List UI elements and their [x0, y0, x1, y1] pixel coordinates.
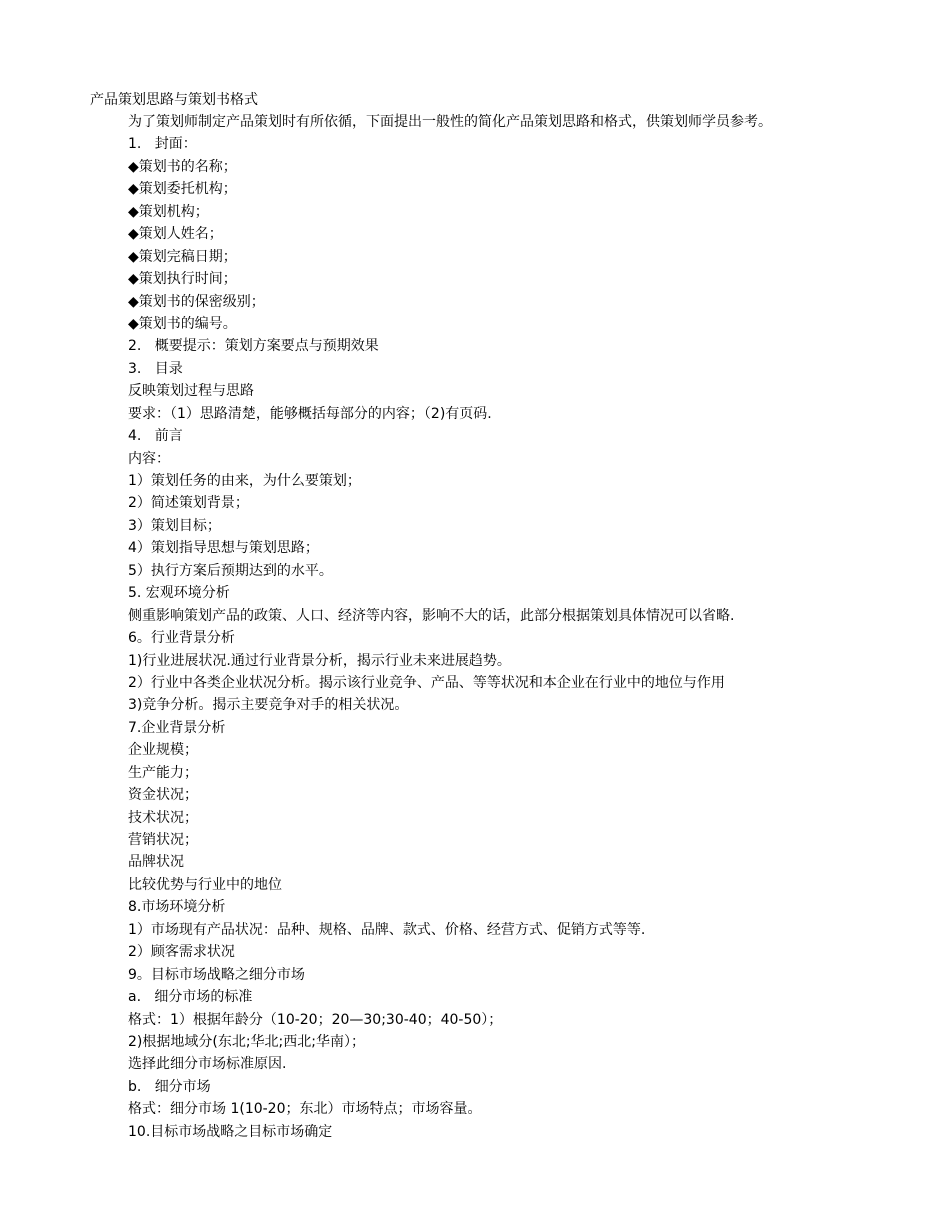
- text-line: ◆策划人姓名；: [128, 226, 223, 243]
- text-line: 2)根据地域分(东北;华北;西北;华南）；: [128, 1033, 365, 1050]
- text-line: 3)竞争分析。揭示主要竞争对手的相关状况。: [128, 697, 409, 714]
- text-line: 2. 概要提示：策划方案要点与预期效果: [128, 338, 379, 355]
- document-body: [128, 111, 928, 1143]
- text-line: 6。行业背景分析: [128, 630, 235, 647]
- text-line: 品牌状况: [128, 854, 184, 871]
- text-line: 2）行业中各类企业状况分析。揭示该行业竞争、产品、等等状况和本企业在行业中的地位与作用: [128, 674, 725, 691]
- text-line: ◆策划书的名称；: [128, 158, 237, 175]
- text-line: 10.目标市场战略之目标市场确定: [128, 1123, 333, 1140]
- text-line: 侧重影响策划产品的政策、人口、经济等内容，影响不大的话，此部分根据策划具体情况可以省略.: [128, 607, 735, 624]
- text-line: 格式：细分市场 1(10-20；东北）市场特点；市场容量。: [128, 1101, 482, 1118]
- text-line: 3. 目录: [128, 360, 183, 377]
- text-line: 1）市场现有产品状况：品种、规格、品牌、款式、价格、经营方式、促销方式等等.: [128, 921, 646, 938]
- text-line: 为了策划师制定产品策划时有所依循，下面提出一般性的简化产品策划思路和格式，供策划师学员参考。: [128, 114, 772, 130]
- text-line: 1)行业进展状况.通过行业背景分析，揭示行业未来进展趋势。: [128, 652, 511, 669]
- text-line: 1. 封面：: [128, 136, 197, 153]
- text-line: 9。目标市场战略之细分市场: [128, 966, 305, 983]
- text-line: 8.市场环境分析: [128, 899, 226, 916]
- text-line: 7.企业背景分析: [128, 719, 226, 736]
- text-line: 技术状况；: [128, 809, 198, 826]
- text-line: 内容：: [128, 450, 170, 467]
- text-line: 生产能力；: [128, 764, 198, 781]
- text-line: 反映策划过程与思路: [128, 383, 254, 400]
- text-line: 2）顾客需求状况: [128, 944, 235, 961]
- text-line: 5）执行方案后预期达到的水平。: [128, 562, 333, 579]
- text-line: 比较优势与行业中的地位: [128, 876, 282, 893]
- text-line: ◆策划委托机构；: [128, 181, 237, 198]
- text-line: 资金状况；: [128, 787, 198, 804]
- text-line: 格式：1）根据年龄分（10-20；20—30;30-40；40-50）；: [128, 1011, 503, 1028]
- text-line: ◆策划完稿日期；: [128, 248, 237, 265]
- text-line: 2）简述策划背景；: [128, 495, 249, 512]
- text-line: 4）策划指导思想与策划思路；: [128, 540, 319, 557]
- text-line: 企业规模；: [128, 742, 198, 759]
- text-line: ◆策划书的编号。: [128, 315, 237, 332]
- text-line: 选择此细分市场标准原因.: [128, 1056, 287, 1073]
- text-line: 1）策划任务的由来，为什么要策划；: [128, 473, 361, 489]
- text-line: 4. 前言: [128, 428, 183, 445]
- text-line: ◆策划执行时间；: [128, 271, 237, 288]
- text-line: 营销状况；: [128, 832, 198, 848]
- text-line: 要求：（1）思路清楚，能够概括每部分的内容；（2)有页码.: [128, 405, 492, 422]
- text-line: ◆策划书的保密级别；: [128, 293, 265, 310]
- text-line: ◆策划机构；: [128, 203, 209, 220]
- text-line: 3）策划目标；: [128, 517, 221, 534]
- text-line: a. 细分市场的标准: [128, 989, 253, 1006]
- document-title: 产品策划思路与策划书格式: [90, 92, 258, 108]
- text-line: 5. 宏观环境分析: [128, 585, 230, 602]
- text-line: b. 细分市场: [128, 1078, 211, 1095]
